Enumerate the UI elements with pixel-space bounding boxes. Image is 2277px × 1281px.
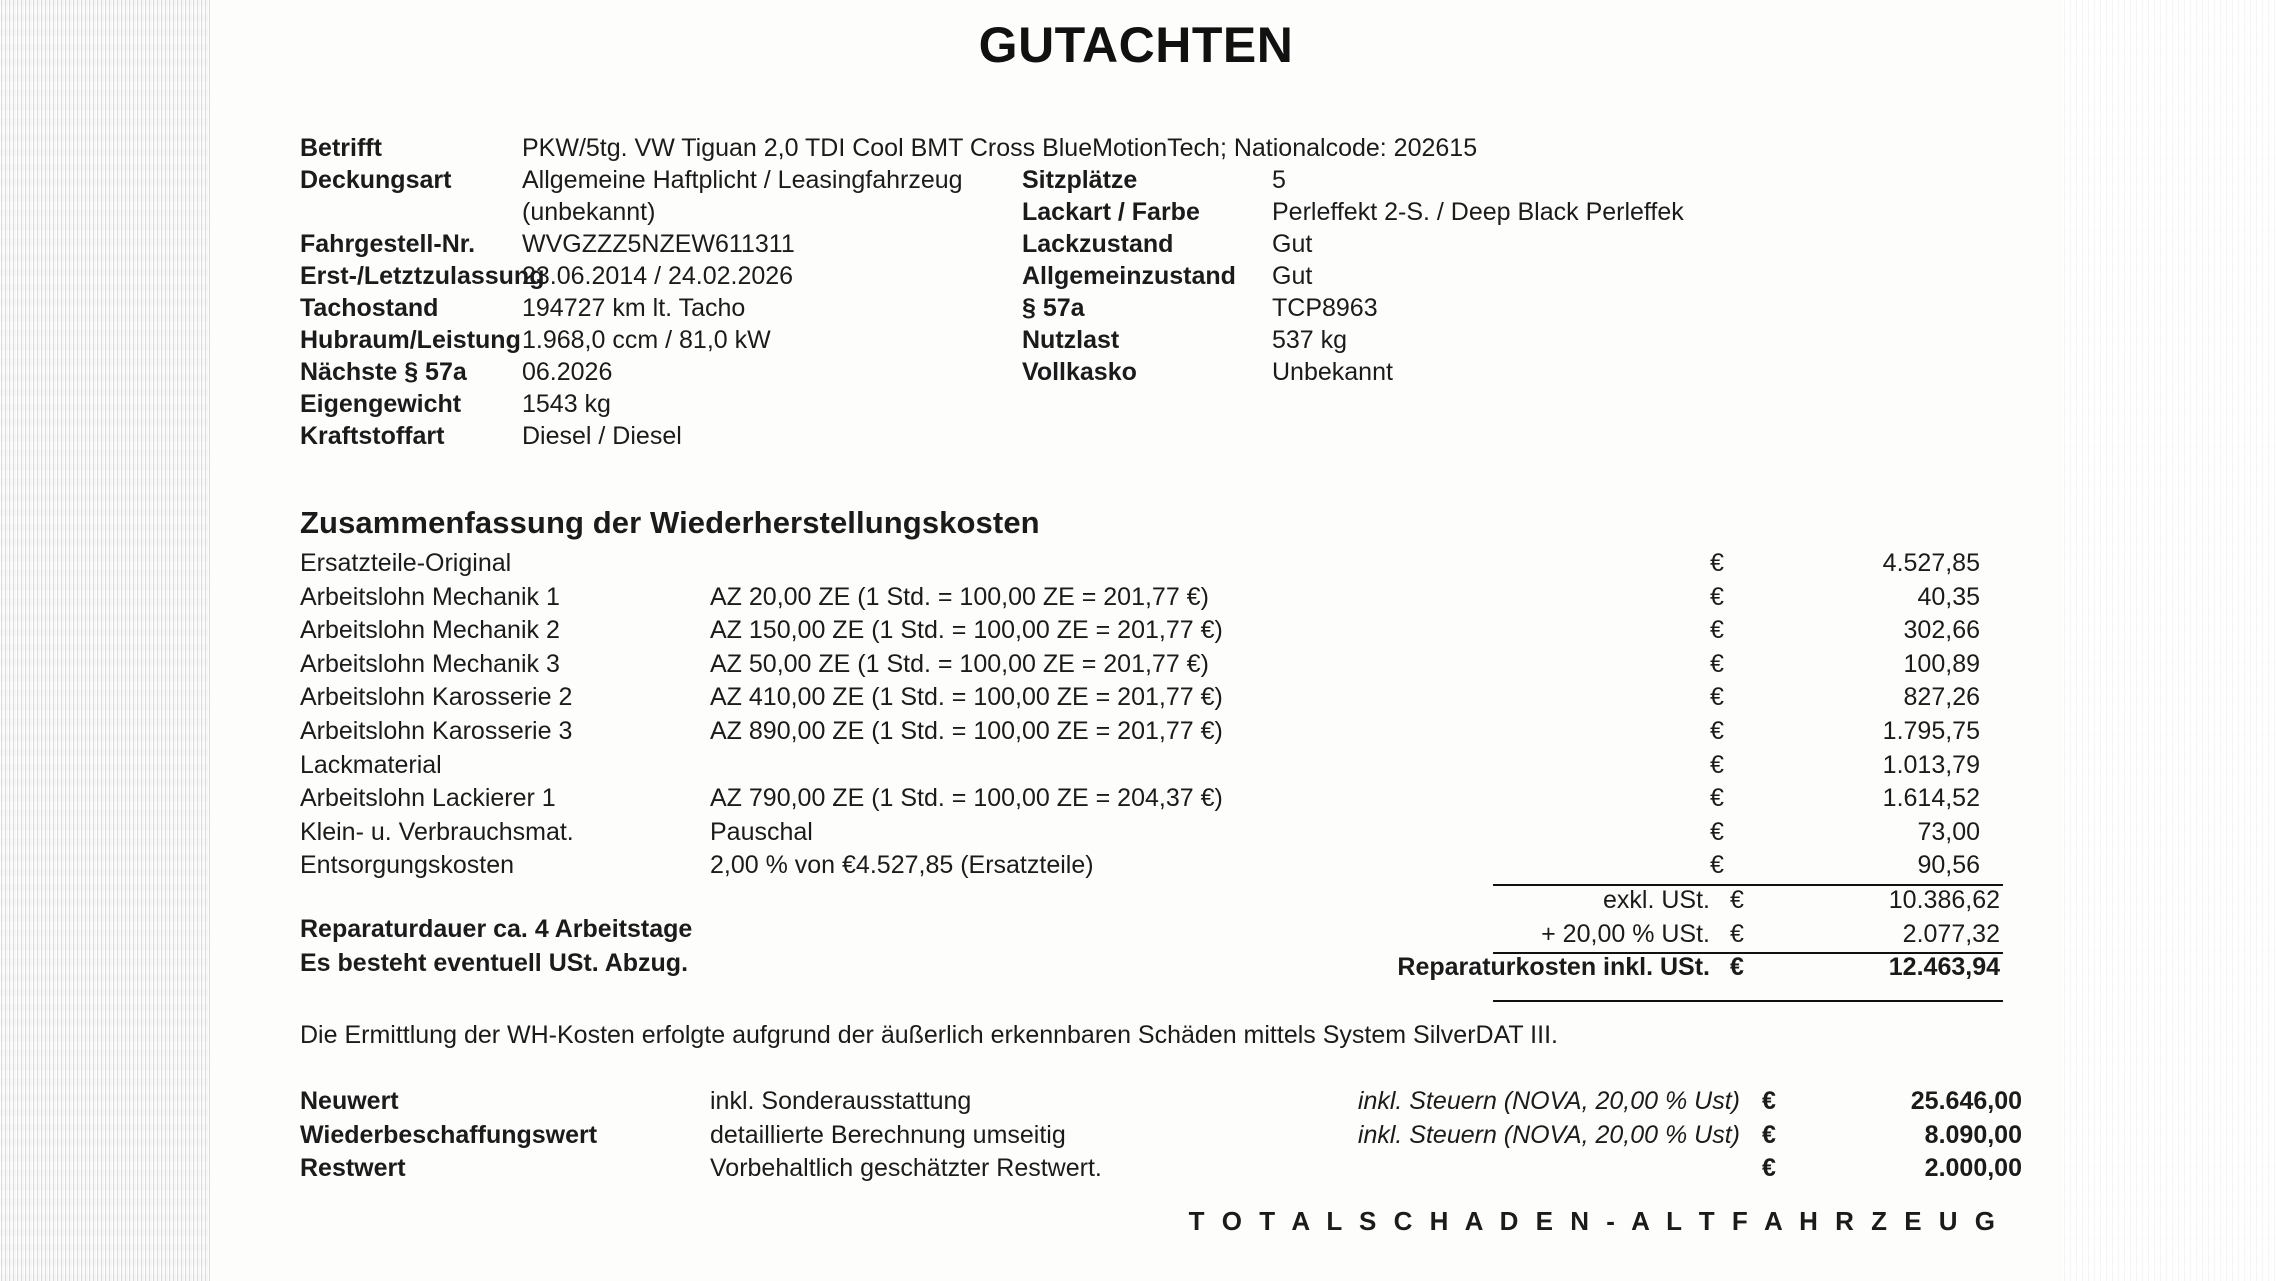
cost-amount: 90,56	[1917, 851, 1980, 880]
vehicle-info-block	[300, 132, 2000, 452]
cost-table-row	[300, 818, 2000, 852]
valuation-amount: 8.090,00	[1924, 1120, 2022, 1149]
totals-currency-symbol: €	[1730, 886, 1744, 914]
wh-costs-disclaimer: Die Ermittlung der WH-Kosten erfolgte aufgrund der äußerlich erkennbaren Schäden mittels System SilverDAT III.	[300, 1021, 1558, 1049]
vehicle-info-value-left: Diesel / Diesel	[522, 422, 682, 450]
vehicle-info-row	[300, 324, 2000, 356]
cost-amount: 1.013,79	[1882, 750, 1980, 779]
total-loss-stamp: T O T A L S C H A D E N - A L T F A H R Z E U G	[1188, 1206, 2000, 1236]
vehicle-info-value-left: 1.968,0 ccm / 81,0 kW	[522, 326, 771, 354]
vehicle-info-value-left: 06.2026	[522, 358, 613, 386]
vehicle-info-row	[300, 292, 2000, 324]
cost-table-row	[300, 616, 2000, 650]
valuation-currency-symbol: €	[1762, 1120, 1776, 1149]
vehicle-info-value-right: TCP8963	[1272, 294, 1378, 322]
valuation-amount: 25.646,00	[1910, 1087, 2022, 1115]
vehicle-info-value-right: Unbekannt	[1272, 358, 1393, 386]
cost-table-row	[300, 717, 2000, 751]
repair-notes	[300, 913, 692, 980]
vehicle-info-row	[300, 196, 2000, 228]
cost-currency-symbol: €	[1710, 851, 1724, 880]
vehicle-info-row	[300, 388, 2000, 420]
vehicle-info-value-left: 23.06.2014 / 24.02.2026	[522, 262, 794, 290]
valuation-currency-symbol: €	[1762, 1087, 1776, 1115]
valuation-amount: 2.000,00	[1924, 1154, 2022, 1183]
cost-description: Arbeitslohn Mechanik 2	[300, 616, 560, 645]
cost-amount: 4.527,85	[1882, 549, 1980, 577]
cost-table-row	[300, 851, 2000, 885]
vehicle-info-value-left: (unbekannt)	[522, 198, 656, 226]
cost-description: Klein- u. Verbrauchsmat.	[300, 817, 574, 846]
vehicle-info-value-right: Gut	[1272, 262, 1313, 290]
cost-table-row	[300, 549, 2000, 583]
totals-rule-mid	[1493, 952, 2003, 954]
cost-table-row	[300, 650, 2000, 684]
totals-amount: 12.463,94	[1888, 953, 2000, 982]
cost-currency-symbol: €	[1710, 582, 1724, 611]
valuation-label: Restwert	[300, 1154, 406, 1183]
vehicle-info-label-left: Fahrgestell-Nr.	[300, 230, 476, 258]
cost-calculation: AZ 790,00 ZE (1 Std. = 100,00 ZE = 204,37 €)	[710, 784, 1223, 813]
cost-description: Lackmaterial	[300, 750, 442, 779]
cost-description: Arbeitslohn Mechanik 3	[300, 649, 560, 678]
costs-section-heading: Zusammenfassung der Wiederherstellungskosten	[300, 505, 1040, 540]
cost-calculation: 2,00 % von €4.527,85 (Ersatzteile)	[710, 851, 1094, 880]
cost-currency-symbol: €	[1710, 716, 1724, 745]
valuation-tax-note: inkl. Steuern (NOVA, 20,00 % Ust)	[1357, 1120, 1740, 1149]
cost-calculation: AZ 50,00 ZE (1 Std. = 100,00 ZE = 201,77 €)	[710, 649, 1209, 678]
cost-currency-symbol: €	[1710, 817, 1724, 846]
vehicle-info-value-left: Allgemeine Haftplicht / Leasingfahrzeug	[522, 166, 963, 194]
vehicle-info-value-right: 5	[1272, 166, 1286, 194]
vehicle-info-row	[300, 356, 2000, 388]
vehicle-info-label-left: Deckungsart	[300, 166, 452, 194]
vehicle-info-row	[300, 228, 2000, 260]
valuation-block	[300, 1087, 2022, 1188]
vehicle-info-label-left: Betrifft	[300, 134, 382, 162]
vehicle-info-label-left: Nächste § 57a	[300, 358, 467, 386]
vehicle-info-value-left: WVGZZZ5NZEW611311	[522, 230, 795, 258]
vehicle-info-label-left: Eigengewicht	[300, 390, 462, 418]
vehicle-info-value-left: 1543 kg	[522, 390, 611, 418]
cost-currency-symbol: €	[1710, 549, 1724, 577]
vehicle-info-value-right: Gut	[1272, 230, 1313, 258]
vehicle-info-value-right: Perleffekt 2-S. / Deep Black Perleffek	[1272, 198, 1684, 226]
cost-amount: 827,26	[1903, 683, 1980, 712]
cost-description: Ersatzteile-Original	[300, 549, 512, 577]
totals-amount: 10.386,62	[1888, 886, 2000, 914]
cost-amount: 40,35	[1917, 582, 1980, 611]
vehicle-info-label-right: Nutzlast	[1022, 326, 1120, 354]
cost-table-row	[300, 683, 2000, 717]
vehicle-info-value-left: 194727 km lt. Tacho	[522, 294, 746, 322]
totals-label: + 20,00 % USt.	[1541, 919, 1710, 948]
vehicle-info-label-right: § 57a	[1022, 294, 1085, 322]
totals-currency-symbol: €	[1730, 953, 1744, 982]
vehicle-info-row	[300, 260, 2000, 292]
vehicle-info-value-left: PKW/5tg. VW Tiguan 2,0 TDI Cool BMT Cross BlueMotionTech; Nationalcode: 202615	[522, 134, 1478, 162]
cost-amount: 73,00	[1917, 817, 1980, 846]
totals-row	[1200, 953, 2000, 987]
cost-calculation: Pauschal	[710, 817, 813, 846]
vehicle-info-label-left: Tachostand	[300, 294, 439, 322]
cost-calculation: AZ 20,00 ZE (1 Std. = 100,00 ZE = 201,77 €)	[710, 582, 1209, 611]
vehicle-info-label-right: Sitzplätze	[1022, 166, 1138, 194]
page-left-margin-texture	[0, 0, 210, 1281]
totals-amount: 2.077,32	[1902, 919, 2000, 948]
valuation-label: Neuwert	[300, 1087, 399, 1115]
valuation-row	[300, 1154, 2022, 1188]
costs-table	[300, 549, 2000, 885]
cost-description: Arbeitslohn Mechanik 1	[300, 582, 560, 611]
totals-currency-symbol: €	[1730, 919, 1744, 948]
document-title: GUTACHTEN	[978, 17, 1294, 73]
cost-table-row	[300, 751, 2000, 785]
cost-description: Entsorgungskosten	[300, 851, 515, 880]
valuation-description: inkl. Sonderausstattung	[710, 1087, 972, 1115]
valuation-currency-symbol: €	[1762, 1154, 1776, 1183]
vehicle-info-label-left: Erst-/Letztzulassung	[300, 262, 545, 290]
vehicle-info-value-right: 537 kg	[1272, 326, 1348, 354]
cost-currency-symbol: €	[1710, 784, 1724, 813]
totals-block	[1200, 886, 2000, 987]
vehicle-info-label-right: Allgemeinzustand	[1022, 262, 1236, 290]
cost-amount: 1.614,52	[1882, 784, 1980, 813]
page-right-margin-texture	[2062, 0, 2277, 1281]
vehicle-info-row	[300, 420, 2000, 452]
cost-currency-symbol: €	[1710, 616, 1724, 645]
valuation-tax-note: inkl. Steuern (NOVA, 20,00 % Ust)	[1357, 1087, 1740, 1115]
cost-table-row	[300, 784, 2000, 818]
vehicle-info-label-right: Lackzustand	[1022, 230, 1174, 258]
vehicle-info-label-left: Kraftstoffart	[300, 422, 445, 450]
totals-label: exkl. USt.	[1603, 886, 1710, 914]
cost-amount: 1.795,75	[1882, 716, 1980, 745]
cost-description: Arbeitslohn Lackierer 1	[300, 784, 556, 813]
repair-duration-note: Reparaturdauer ca. 4 Arbeitstage	[300, 915, 693, 943]
cost-calculation: AZ 890,00 ZE (1 Std. = 100,00 ZE = 201,77 €)	[710, 716, 1223, 745]
cost-description: Arbeitslohn Karosserie 3	[300, 716, 573, 745]
cost-currency-symbol: €	[1710, 750, 1724, 779]
cost-description: Arbeitslohn Karosserie 2	[300, 683, 573, 712]
cost-amount: 302,66	[1903, 616, 1980, 645]
vehicle-info-row	[300, 132, 2000, 164]
totals-rule-bottom	[1493, 1000, 2003, 1002]
cost-currency-symbol: €	[1710, 649, 1724, 678]
totals-row	[1200, 886, 2000, 920]
vehicle-info-row	[300, 164, 2000, 196]
cost-amount: 100,89	[1903, 649, 1980, 678]
cost-calculation: AZ 410,00 ZE (1 Std. = 100,00 ZE = 201,77 €)	[710, 683, 1223, 712]
vehicle-info-label-left: Hubraum/Leistung	[300, 326, 521, 354]
valuation-description: Vorbehaltlich geschätzter Restwert.	[710, 1154, 1102, 1183]
vat-deduction-note: Es besteht eventuell USt. Abzug.	[300, 948, 689, 977]
valuation-label: Wiederbeschaffungswert	[300, 1120, 598, 1149]
cost-currency-symbol: €	[1710, 683, 1724, 712]
cost-table-row	[300, 583, 2000, 617]
totals-label: Reparaturkosten inkl. USt.	[1397, 953, 1710, 982]
valuation-row	[300, 1120, 2022, 1155]
valuation-description: detaillierte Berechnung umseitig	[710, 1120, 1066, 1149]
cost-calculation: AZ 150,00 ZE (1 Std. = 100,00 ZE = 201,77 €)	[710, 616, 1223, 645]
totals-row	[1200, 920, 2000, 954]
vehicle-info-label-right: Vollkasko	[1022, 358, 1137, 386]
valuation-row	[300, 1087, 2022, 1121]
vehicle-info-label-right: Lackart / Farbe	[1022, 198, 1200, 226]
